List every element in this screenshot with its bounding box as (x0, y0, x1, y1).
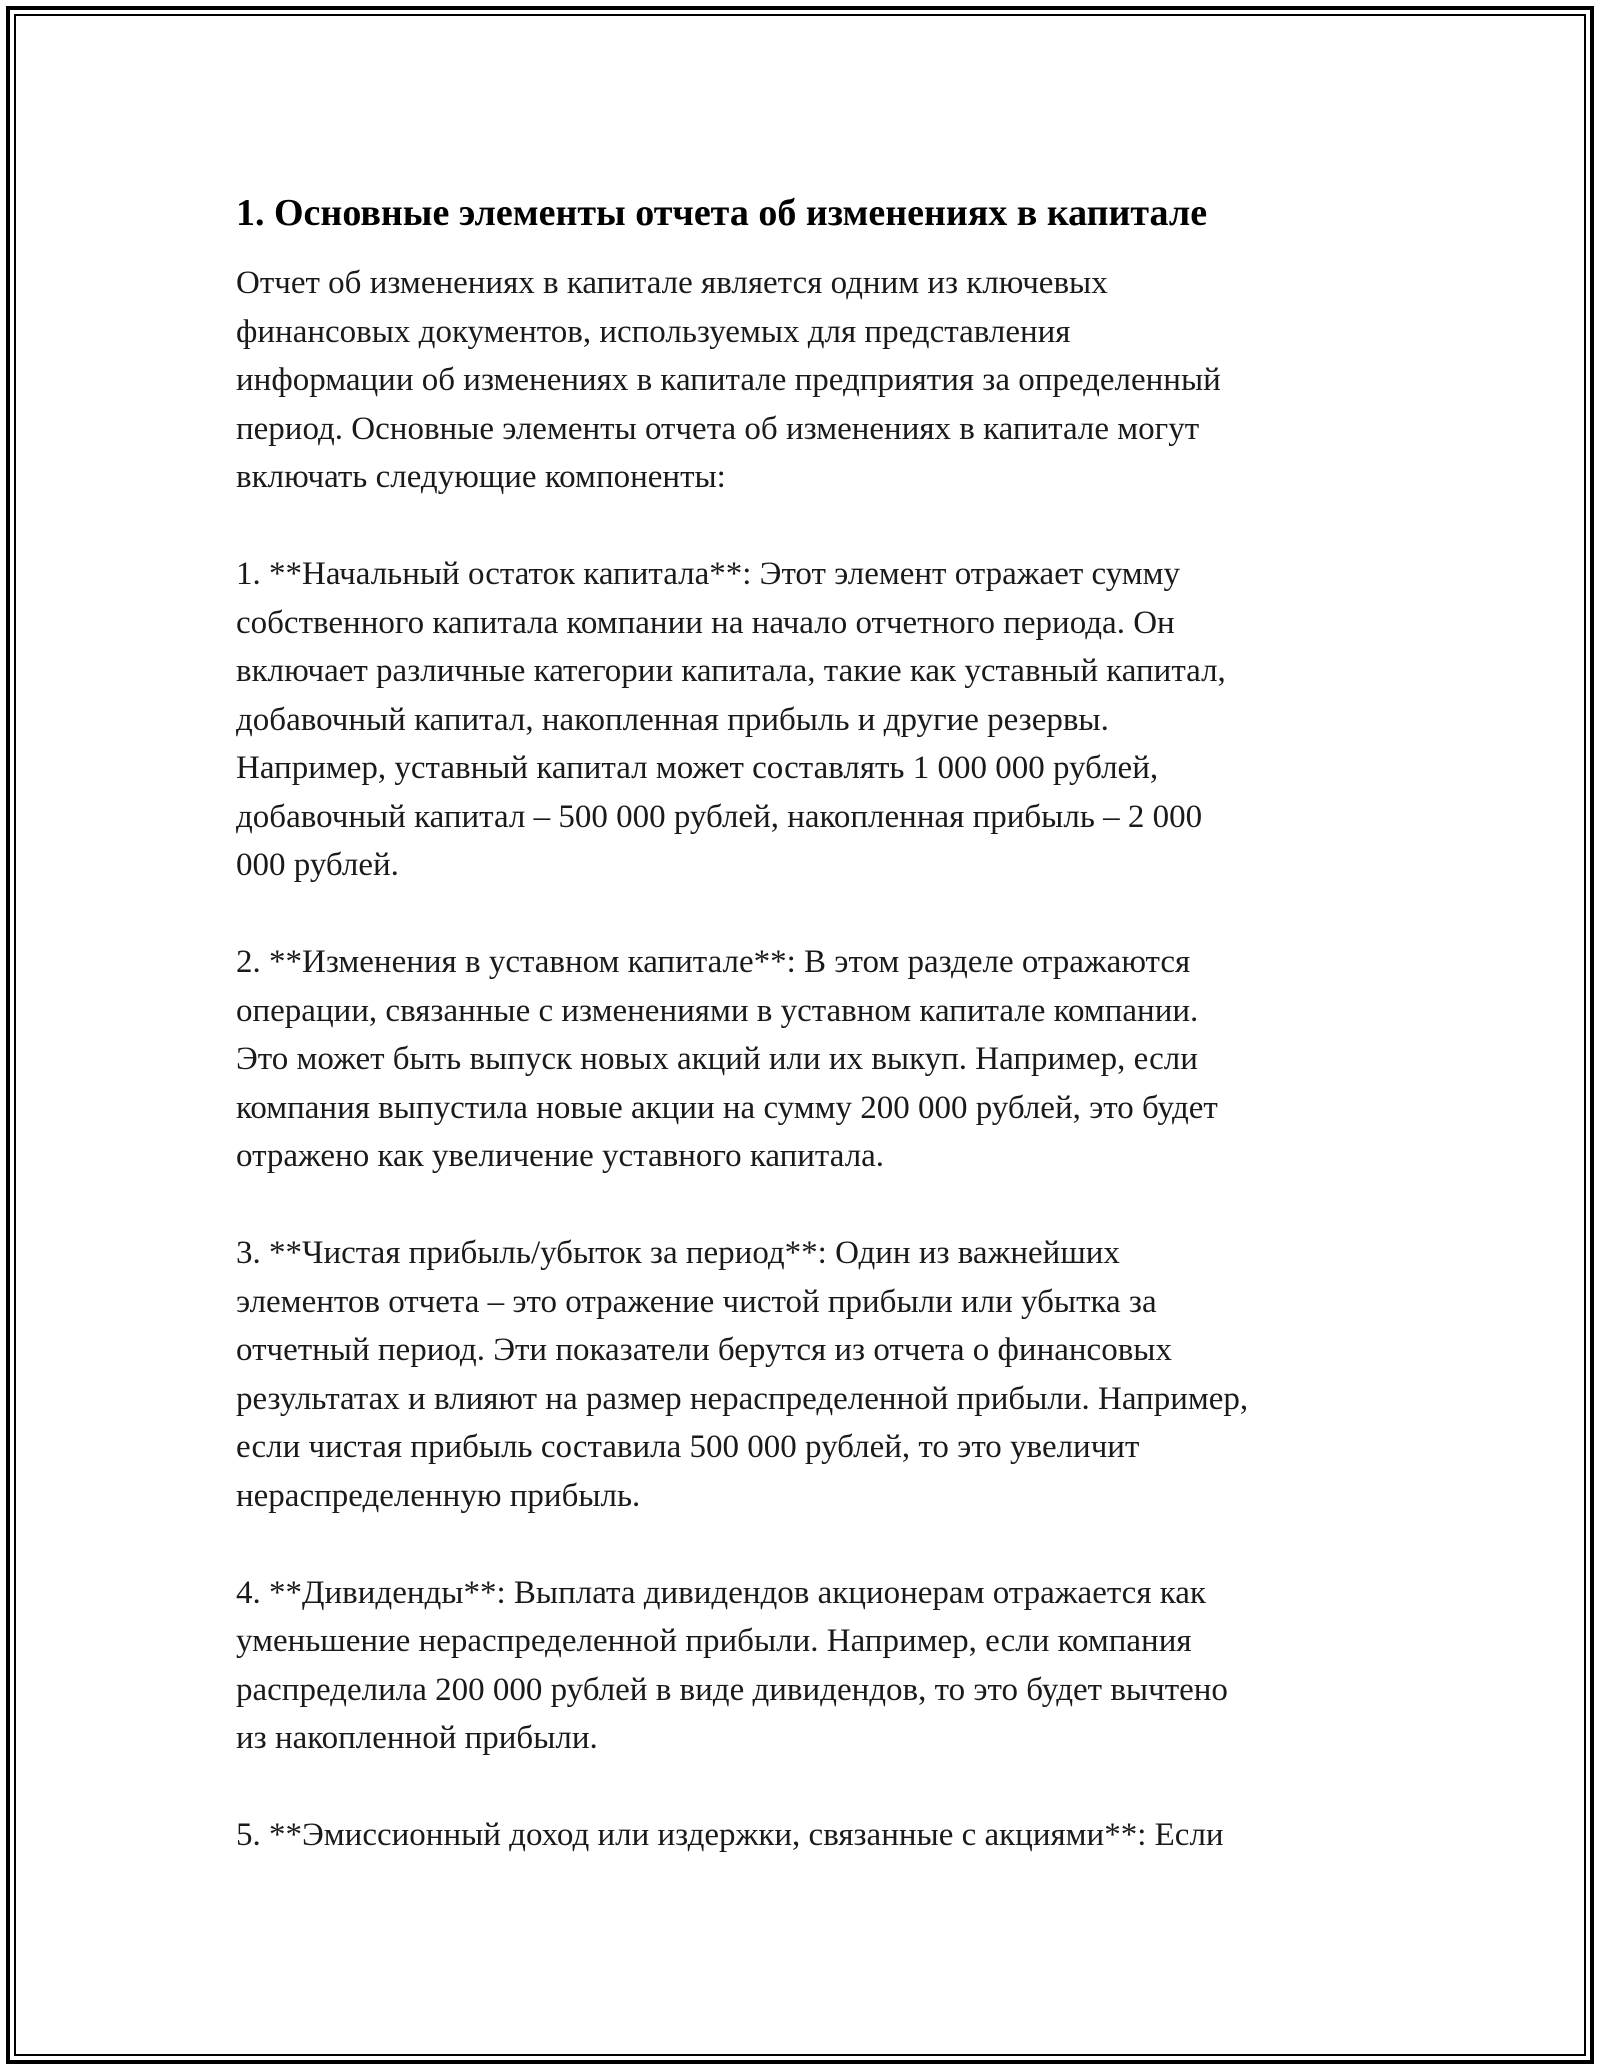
list-item-1-paragraph (236, 550, 1386, 890)
text-line: включать следующие компоненты: (236, 459, 726, 495)
text-line: включает различные категории капитала, такие как уставный капитал, (236, 653, 1226, 689)
intro-paragraph (236, 259, 1386, 502)
list-item-3-paragraph (236, 1229, 1386, 1520)
text-line: 2. **Изменения в уставном капитале**: В этом разделе отражаются (236, 944, 1191, 980)
text-line: добавочный капитал – 500 000 рублей, накопленная прибыль – 2 000 (236, 798, 1203, 835)
text-line: компания выпустила новые акции на сумму 200 000 рублей, это будет (236, 1089, 1218, 1126)
list-item-2-paragraph (236, 938, 1386, 1181)
text-line: 000 рублей. (236, 847, 399, 883)
text-line: период. Основные элементы отчета об изменениях в капитале могут (236, 410, 1200, 447)
text-line: финансовых документов, используемых для представления (236, 313, 1071, 350)
list-item-5-paragraph (236, 1811, 1386, 1860)
text-line: 4. **Дивиденды**: Выплата дивидендов акционерам отражается как (236, 1574, 1206, 1611)
text-line: 3. **Чистая прибыль/убыток за период**: Один из важнейших (236, 1235, 1120, 1271)
text-line: отражено как увеличение уставного капитала. (236, 1138, 885, 1174)
text-line: Например, уставный капитал может составлять 1 000 000 рублей, (236, 750, 1159, 786)
text-line: Отчет об изменениях в капитале является одним из ключевых (236, 265, 1108, 301)
text-line: операции, связанные с изменениями в уставном капитале компании. (236, 992, 1199, 1029)
document-body (236, 185, 1386, 1908)
text-line: из накопленной прибыли. (236, 1720, 598, 1756)
text-line: результатах и влияют на размер нераспределенной прибыли. Например, (236, 1380, 1249, 1417)
text-line: нераспределенную прибыль. (236, 1477, 641, 1514)
text-line: 1. **Начальный остаток капитала**: Этот элемент отражает сумму (236, 556, 1181, 592)
text-line: отчетный период. Эти показатели берутся из отчета о финансовых (236, 1332, 1172, 1368)
document-title: 1. Основные элементы отчета об изменениях в капитале (236, 192, 1208, 234)
text-line: распределила 200 000 рублей в виде дивидендов, то это будет вычтено (236, 1671, 1228, 1708)
text-line: Это может быть выпуск новых акций или их выкуп. Например, если (236, 1041, 1198, 1077)
text-line: информации об изменениях в капитале предприятия за определенный (236, 362, 1221, 398)
text-line: собственного капитала компании на начало отчетного периода. Он (236, 604, 1175, 641)
text-line: элементов отчета – это отражение чистой прибыли или убытка за (236, 1283, 1157, 1320)
text-line: добавочный капитал, накопленная прибыль и другие резервы. (236, 701, 1109, 738)
text-line: если чистая прибыль составила 500 000 рублей, то это увеличит (236, 1429, 1140, 1465)
text-line: уменьшение нераспределенной прибыли. Например, если компания (236, 1623, 1192, 1659)
list-item-4-paragraph (236, 1569, 1386, 1763)
text-line: 5. **Эмиссионный доход или издержки, связанные с акциями**: Если (236, 1817, 1224, 1853)
